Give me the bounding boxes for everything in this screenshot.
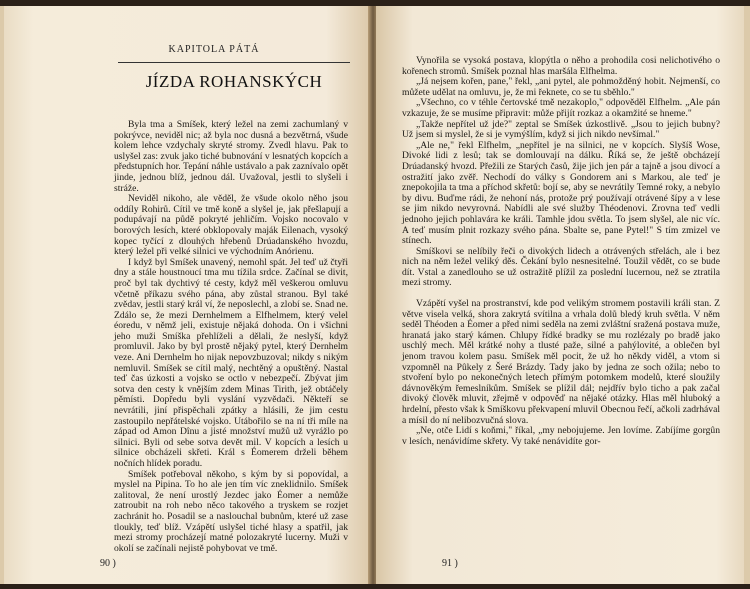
header-rule <box>118 62 350 63</box>
paragraph: „Ne, otče Lidí s koňmi," říkal, „my nebojujeme. Jen lovíme. Zabíjíme gorgûn v lesích, nenávidíme skřety. Vy také nenávidíte gor- <box>402 425 720 447</box>
paragraph: Smíšek potřeboval někoho, s kým by si popovídal, a myslel na Pipina. To ho ale jen tím víc zneklidnilo. Smíšek zalitoval, že není urostlý Jezdec jako Éomer a nemůže zatroubit na roh nebo něco takového a tryskem se rozjet zachránit ho. Posadil se a naslouchal bubnům, které už zase tloukly, teď blíž. Vzápětí uslyšel tiché hlasy a spatřil, jak mezi stromy procházejí matné polozakryté lucerny. Muži v okolí se začínali nejistě pohybovat ve tmě. <box>114 468 348 554</box>
page-number: 90 ) <box>100 558 116 569</box>
paragraph: Vynořila se vysoká postava, klopýtla o něho a prohodila cosi nelichotivého o kořenech stromů. Smíšek poznal hlas maršála Elfhelma. <box>402 55 720 77</box>
left-page <box>4 6 370 584</box>
paragraph: Vzápětí vyšel na prostranství, kde pod velikým stromem postavili králi stan. Z větve visela velká, shora zakrytá svítilna a vrhala dolů bledý kruh světla. V něm seděl Théoden a Éomer a před nimi seděla na zemi zvláštní sražená postava muže, hranatá jako starý kámen. Chlupy řídké bradky se mu rozlézaly po bradě jako uschlý mech. Měl krátké nohy a tlusté paže, silné a pahýlovité, a oblečen byl jenom travou kolem pasu. Smíšek měl pocit, že už ho někdy viděl, a vtom si vzpomněl na Pûkely z Šeré Brázdy. Tady jako by jedna ze soch ožila; nebo to stvoření bylo po nekonečných letech přímým potomkem modelů, které sloužily dávnověkým řemeslníkům. Smíšek se plížil dál; nejdřív bylo ticho a pak začal divoký člověk mluvit, zřejmě v odpověď na nějaké otázky. Hlas měl hluboký a hrdelní, přesto však k Smíškovu překvapení mluvil Obecnou řečí, ačkoli zadrhával a mísil do ní nelibozvučná slova. <box>402 298 720 426</box>
paragraph: Smíškovi se nelíbily řeči o divokých lidech a otrávených střelách, ale i bez nich na něm ležel veliký děs. Čekání bylo nesnesitelné. Toužil vědět, co se bude dít. Vstal a zanedlouho se už ostražitě plížil za poslední lucernou, než se ztratila mezi stromy. <box>402 245 720 289</box>
paragraph: Neviděl nikoho, ale věděl, že všude okolo něho jsou oddíly Rohirů. Cítil ve tmě koně a slyšel je, jak přešlapují a podupávají na půdě pokryté jehličím. Vojsko nocovalo v borových lesích, které obklopovaly maják Eilenach, vysoký kopec tyčící z dlouhých hřebenů Drúadanského hvozdu, který ležel při velké silnici ve východním Anórienu. <box>114 193 348 258</box>
paragraph: „Takže nepřítel už jde?" zeptal se Smíšek úzkostlivě. „Jsou to jejich bubny? Už jsem si myslel, že si je vymýšlím, když si jich nikdo nevšímal." <box>402 118 720 141</box>
running-head: KAPITOLA PÁTÁ <box>168 44 260 55</box>
paragraph: „Ale ne," řekl Elfhelm, „nepřítel je na silnici, ne v kopcích. Slyšíš Wose, Divoké lidi z lesů; tak se domlouvají na dálku. Říká se, že ještě obcházejí Drúadanský hvozd. Přežili ze Starých časů, žije jich jen pár a tajně a jsou divocí a ostražití jako zvěř. Nechodí do války s Gondorem ani s Markou, ale teď je znepokojila ta tma a příchod skřetů: bojí se, aby se nevrátily Temné roky, a nebylo by divu. Buďme rádi, že nehoní nás, protože prý používají otrávené šípy a v lese se jim nikdo nevyrovná. Nabídli ale své služby Théodenovi. Zrovna teď vedli jednoho jejich pohlavára ke králi. Tamhle jdou světla. To jsem slyšel, ale nic víc. A teď musím plnit rozkazy svého pána. Sbalte se, pane Pytel!" S tím zmizel ve stínech. <box>402 139 720 247</box>
right-page-text <box>402 56 720 447</box>
paragraph: I když byl Smíšek unavený, nemohl spát. Jel teď už čtyři dny a stále houstnoucí tma mu tížila srdce. Začínal se divit, proč byl tak dychtivý té cesty, když měl veškerou omluvu včetně příkazu svého pána, aby zůstal stranou. Byl také zvědav, jestli starý král ví, že neposlechl, a zlobí se. Snad ne. Zdálo se, že mezi Dernhelmem a Elfhelmem, který velel éoredu, v němž jeli, existuje nějaká dohoda. On i všichni jeho muži Smíška přehlíželi a dělali, že neslyší, když promluvil. Jako by byl prostě nějaký pytel, který Dernhelm veze. Ani Dernhelm ho nijak nepovzbuzoval; nikdy s nikým nemluvil. Smíšek se cítil malý, nechtěný a opuštěný. Nastal teď čas úzkosti a vojsko se octlo v nebezpečí. Zbývat jim sotva den cesty k vnějším zdem Minas Tirith, jež obtáčely pěmísti. Dopředu byli vyslání vyzvědači. Někteří se nevrátili, jiní přispěchali zpátky a hlásili, že jim cestu zastoupilo nepřátelské vojsko. Utábořilo se na ní tři míle na západ od Amon Dînu a jisté množství mužů už vyrážlo po silnici. Byli od sebe sotva devět mil. V kopcích a lesích u silnice obcházeli skřeti. Král s Éomerem drželi během nočních hlídek poradu. <box>114 256 348 469</box>
chapter-title: JÍZDA ROHANSKÝCH <box>145 72 323 91</box>
paragraph: „Všechno, co v téhle čertovské tmě nezakoplo," odpověděl Elfhelm. „Ale pán vzkazuje, že se musíme připravit: může přijít rozkaz a okamžité se hneme." <box>402 97 720 119</box>
paragraph: „Já nejsem kořen, pane," řekl, „ani pytel, ale pohmožděný hobit. Nejmenší, co můžete udělat na omluvu, je, že mi řeknete, co se tu sběhlo." <box>402 76 720 98</box>
left-page-text <box>114 120 348 554</box>
page-number: 91 ) <box>442 558 458 569</box>
right-page <box>376 6 746 584</box>
right-page-edges <box>744 6 750 584</box>
paragraph: Byla tma a Smíšek, který ležel na zemi zachumlaný v pokrývce, neviděl nic; až byla noc dusná a bezvětrná, všude kolem lehce vzdychaly skryté stromy. Zvedl hlavu. Pak to uslyšel zas: zvuk jako tiché bubnování v lesnatých kopcích a předstupních hor. Tepání náhle ustávalo a pak zaznívalo opět jinde, jednou blíž, jednou dál. Uvažoval, jestli to slyšeli i stráže. <box>114 119 348 194</box>
